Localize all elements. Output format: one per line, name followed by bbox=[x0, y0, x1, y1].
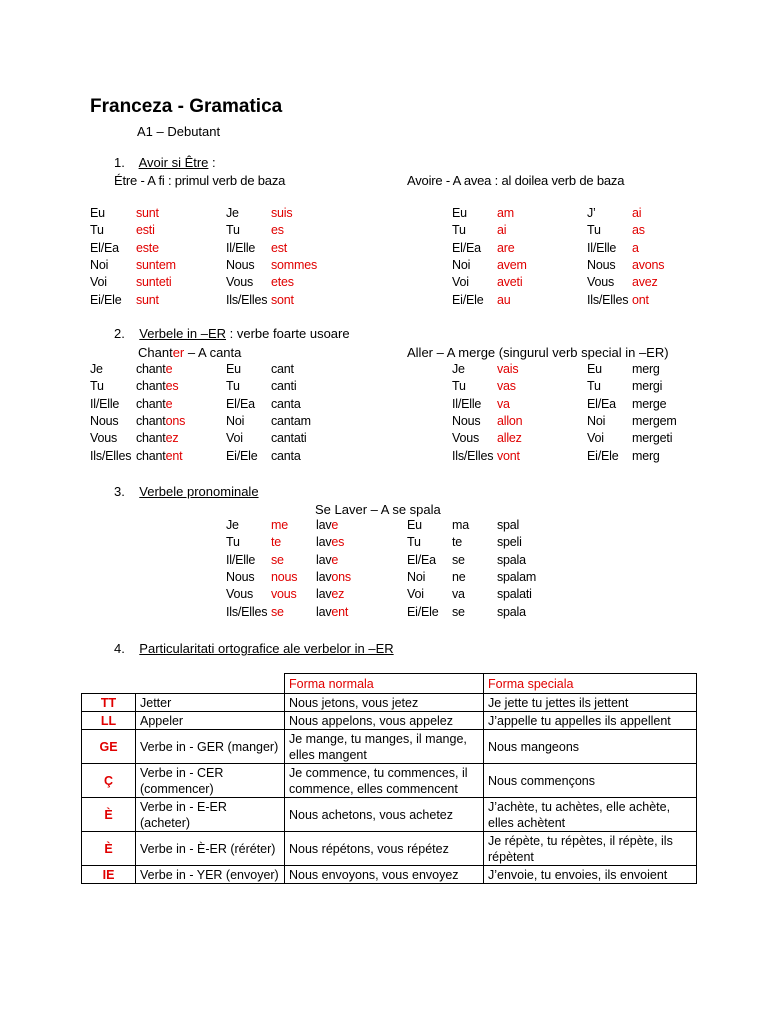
chanter-ro-form: cant bbox=[271, 362, 294, 376]
avoir-ro-pronoun: Voi bbox=[452, 275, 469, 290]
laver-fr-reflexive: se bbox=[271, 552, 284, 567]
aller-fr-form: va bbox=[497, 396, 510, 411]
laver-fr-reflexive: me bbox=[271, 518, 288, 532]
orthography-table bbox=[81, 673, 697, 884]
etre-ro-form: este bbox=[136, 240, 159, 255]
aller-fr-pronoun: Tu bbox=[452, 379, 466, 394]
aller-ro-pronoun: Tu bbox=[587, 379, 601, 394]
row-verb: Verbe in - E-ER (acheter) bbox=[136, 798, 285, 832]
table-row bbox=[82, 832, 697, 866]
avoir-fr-pronoun: Il/Elle bbox=[587, 240, 617, 255]
avoir-fr-form: ont bbox=[632, 292, 649, 307]
etre-fr-form: etes bbox=[271, 275, 294, 290]
section-1-heading: 1. Avoir si Être : bbox=[114, 155, 216, 170]
etre-fr-pronoun: Tu bbox=[226, 223, 240, 238]
row-normal: Nous répétons, vous répétez bbox=[285, 832, 484, 866]
aller-fr-pronoun: Je bbox=[452, 362, 465, 376]
etre-fr-pronoun: Vous bbox=[226, 275, 254, 290]
chanter-stem: chant bbox=[136, 379, 166, 394]
avoir-fr-form: avons bbox=[632, 257, 665, 272]
row-normal: Je commence, tu commences, il commence, elles commencent bbox=[285, 764, 484, 798]
spala-ro-form: spal bbox=[497, 518, 520, 532]
row-special: J’envoie, tu envoies, ils envoient bbox=[484, 866, 697, 884]
spala-ro-reflexive: va bbox=[452, 587, 465, 602]
laver-fr-pronoun: Nous bbox=[226, 569, 255, 584]
chanter-ending: ez bbox=[165, 431, 179, 446]
chanter-stem: chant bbox=[136, 413, 166, 428]
laver-ending: ez bbox=[331, 587, 345, 602]
row-code: È bbox=[82, 798, 136, 832]
etre-ro-pronoun: Noi bbox=[90, 257, 109, 272]
level-label: A1 – Debutant bbox=[137, 124, 221, 139]
laver-ending: e bbox=[331, 552, 339, 567]
etre-ro-form: suntem bbox=[136, 257, 176, 272]
avoir-ro-pronoun: Eu bbox=[452, 206, 467, 220]
laver-ending: ons bbox=[331, 569, 351, 584]
etre-ro-pronoun: Eu bbox=[90, 206, 105, 220]
chanter-ending: es bbox=[165, 379, 179, 394]
avoir-ro-pronoun: Noi bbox=[452, 257, 471, 272]
aller-fr-form: allon bbox=[497, 413, 523, 428]
chanter-stem: chant bbox=[136, 431, 166, 446]
chanter-fr-pronoun: Tu bbox=[90, 379, 104, 394]
chanter-stem: chant bbox=[136, 448, 166, 463]
etre-fr-pronoun: Je bbox=[226, 206, 239, 220]
laver-fr-pronoun: Vous bbox=[226, 587, 254, 602]
avoir-ro-form: are bbox=[497, 240, 515, 255]
row-special: J’appelle tu appelles ils appellent bbox=[484, 712, 697, 730]
aller-ro-form: mergi bbox=[632, 379, 663, 394]
chanter-fr-pronoun: Je bbox=[90, 362, 103, 376]
avoir-fr-form: a bbox=[632, 240, 639, 255]
aller-ro-form: mergeti bbox=[632, 431, 673, 446]
aller-ro-form: merge bbox=[632, 396, 667, 411]
row-verb: Jetter bbox=[136, 694, 285, 712]
row-code: GE bbox=[82, 730, 136, 764]
aller-caption: Aller – A merge (singurul verb special in –ER) bbox=[407, 345, 669, 360]
row-normal: Je mange, tu manges, il mange, elles mangent bbox=[285, 730, 484, 764]
page-title: Franceza - Gramatica bbox=[90, 96, 283, 117]
aller-fr-pronoun: Ils/Elles bbox=[452, 448, 494, 463]
avoir-ro-form: ai bbox=[497, 223, 507, 238]
laver-fr-reflexive: vous bbox=[271, 587, 297, 602]
etre-fr-pronoun: Il/Elle bbox=[226, 240, 256, 255]
laver-fr-form bbox=[316, 535, 344, 549]
section-2-heading: 2. Verbele in –ER : verbe foarte usoare bbox=[114, 326, 350, 341]
chanter-ending: e bbox=[165, 362, 173, 376]
etre-fr-form: est bbox=[271, 240, 288, 255]
table-row bbox=[82, 866, 697, 884]
table-row bbox=[82, 798, 697, 832]
etre-ro-pronoun: El/Ea bbox=[90, 240, 119, 255]
aller-ro-form: merg bbox=[632, 448, 660, 463]
etre-fr-form: suis bbox=[271, 206, 293, 220]
spala-ro-reflexive: se bbox=[452, 604, 465, 619]
chanter-ro-pronoun: Eu bbox=[226, 362, 241, 376]
chanter-fr-form bbox=[136, 397, 172, 411]
col-header-special: Forma speciala bbox=[484, 674, 697, 694]
aller-ro-pronoun: El/Ea bbox=[587, 396, 616, 411]
row-special: J’achète, tu achètes, elle achète, elles achètent bbox=[484, 798, 697, 832]
spala-ro-reflexive: ne bbox=[452, 569, 466, 584]
laver-fr-pronoun: Ils/Elles bbox=[226, 604, 268, 619]
spala-ro-form: spalam bbox=[497, 569, 537, 584]
row-verb: Verbe in - GER (manger) bbox=[136, 730, 285, 764]
laver-fr-form bbox=[316, 570, 351, 584]
row-normal: Nous appelons, vous appelez bbox=[285, 712, 484, 730]
chanter-ro-form: canta bbox=[271, 396, 301, 411]
laver-ending: es bbox=[331, 535, 345, 550]
row-verb: Verbe in - È-ER (réréter) bbox=[136, 832, 285, 866]
laver-fr-reflexive: te bbox=[271, 535, 282, 550]
laver-stem: lav bbox=[316, 518, 332, 532]
row-normal: Nous envoyons, vous envoyez bbox=[285, 866, 484, 884]
spala-ro-pronoun: Eu bbox=[407, 518, 422, 532]
chanter-ro-form: canti bbox=[271, 379, 297, 394]
avoir-fr-form: avez bbox=[632, 275, 658, 290]
avoir-fr-form: ai bbox=[632, 206, 642, 220]
chanter-ro-pronoun: Voi bbox=[226, 431, 243, 446]
etre-fr-pronoun: Ils/Elles bbox=[226, 292, 268, 307]
col-header-normal: Forma normala bbox=[285, 674, 484, 694]
chanter-fr-form bbox=[136, 414, 185, 428]
spala-ro-pronoun: El/Ea bbox=[407, 552, 436, 567]
spala-ro-form: spala bbox=[497, 604, 526, 619]
chanter-ro-form: canta bbox=[271, 448, 301, 463]
section-3-heading: 3. Verbele pronominale bbox=[114, 484, 259, 499]
laver-stem: lav bbox=[316, 552, 332, 567]
chanter-caption: Chanter – A canta bbox=[138, 345, 242, 360]
row-special: Nous commençons bbox=[484, 764, 697, 798]
etre-ro-pronoun: Ei/Ele bbox=[90, 292, 122, 307]
etre-ro-form: esti bbox=[136, 223, 155, 238]
etre-fr-form: sommes bbox=[271, 257, 318, 272]
avoir-fr-pronoun: Nous bbox=[587, 257, 616, 272]
chanter-ending: e bbox=[165, 396, 173, 411]
spala-ro-reflexive: se bbox=[452, 552, 465, 567]
spala-ro-pronoun: Voi bbox=[407, 587, 424, 602]
chanter-fr-pronoun: Il/Elle bbox=[90, 396, 120, 411]
avoir-ro-form: am bbox=[497, 206, 514, 220]
avoir-fr-pronoun: Tu bbox=[587, 223, 601, 238]
chanter-ro-pronoun: Ei/Ele bbox=[226, 448, 258, 463]
spala-ro-pronoun: Tu bbox=[407, 535, 421, 550]
avoir-fr-pronoun: J’ bbox=[587, 206, 596, 220]
aller-ro-form: mergem bbox=[632, 413, 677, 428]
row-verb: Verbe in - CER (commencer) bbox=[136, 764, 285, 798]
aller-ro-pronoun: Voi bbox=[587, 431, 604, 446]
chanter-ro-form: cantati bbox=[271, 431, 307, 446]
etre-ro-form: sunteti bbox=[136, 275, 172, 290]
laver-stem: lav bbox=[316, 569, 332, 584]
laver-fr-pronoun: Je bbox=[226, 518, 239, 532]
chanter-ro-form: cantam bbox=[271, 413, 311, 428]
laver-ending: ent bbox=[331, 604, 349, 619]
table-row bbox=[82, 764, 697, 798]
etre-fr-pronoun: Nous bbox=[226, 257, 255, 272]
aller-fr-form: vais bbox=[497, 362, 519, 376]
etre-ro-form: sunt bbox=[136, 292, 159, 307]
laver-stem: lav bbox=[316, 587, 332, 602]
chanter-ro-pronoun: El/Ea bbox=[226, 396, 255, 411]
chanter-fr-form bbox=[136, 379, 178, 393]
aller-fr-form: vas bbox=[497, 379, 516, 394]
row-code: Ç bbox=[82, 764, 136, 798]
spala-ro-pronoun: Noi bbox=[407, 569, 426, 584]
avoir-ro-form: avem bbox=[497, 257, 527, 272]
aller-fr-pronoun: Vous bbox=[452, 431, 480, 446]
avoir-ro-pronoun: Tu bbox=[452, 223, 466, 238]
etre-fr-form: es bbox=[271, 223, 284, 238]
spala-ro-form: spala bbox=[497, 552, 526, 567]
aller-fr-pronoun: Il/Elle bbox=[452, 396, 482, 411]
laver-fr-form bbox=[316, 518, 338, 532]
chanter-fr-pronoun: Nous bbox=[90, 413, 119, 428]
spala-ro-form: spalati bbox=[497, 587, 532, 602]
row-verb: Appeler bbox=[136, 712, 285, 730]
table-row bbox=[82, 712, 697, 730]
avoir-fr-pronoun: Ils/Elles bbox=[587, 292, 629, 307]
row-normal: Nous achetons, vous achetez bbox=[285, 798, 484, 832]
aller-ro-pronoun: Ei/Ele bbox=[587, 448, 619, 463]
row-verb: Verbe in - YER (envoyer) bbox=[136, 866, 285, 884]
chanter-ending: ons bbox=[165, 413, 186, 428]
table-row bbox=[82, 694, 697, 712]
chanter-fr-pronoun: Ils/Elles bbox=[90, 448, 132, 463]
etre-ro-pronoun: Tu bbox=[90, 223, 104, 238]
section-4-heading: 4. Particularitati ortografice ale verbelor in –ER bbox=[114, 641, 394, 656]
laver-fr-form bbox=[316, 587, 344, 601]
row-special: Nous mangeons bbox=[484, 730, 697, 764]
aller-ro-pronoun: Eu bbox=[587, 362, 602, 376]
laver-fr-form bbox=[316, 553, 338, 567]
chanter-fr-pronoun: Vous bbox=[90, 431, 118, 446]
row-code: È bbox=[82, 832, 136, 866]
laver-fr-reflexive: nous bbox=[271, 569, 298, 584]
avoir-caption: Avoire - A avea : al doilea verb de baza bbox=[407, 173, 625, 188]
spala-ro-pronoun: Ei/Ele bbox=[407, 604, 439, 619]
laver-fr-pronoun: Tu bbox=[226, 535, 240, 550]
aller-ro-form: merg bbox=[632, 362, 660, 376]
laver-stem: lav bbox=[316, 604, 332, 619]
etre-caption: Étre - A fi : primul verb de baza bbox=[114, 173, 286, 188]
avoir-fr-pronoun: Vous bbox=[587, 275, 615, 290]
chanter-ending: ent bbox=[165, 448, 183, 463]
chanter-stem: chant bbox=[136, 362, 166, 376]
etre-ro-form: sunt bbox=[136, 206, 159, 220]
avoir-ro-form: aveti bbox=[497, 275, 523, 290]
etre-fr-form: sont bbox=[271, 292, 294, 307]
avoir-ro-pronoun: El/Ea bbox=[452, 240, 481, 255]
laver-ending: e bbox=[331, 518, 339, 532]
chanter-ro-pronoun: Tu bbox=[226, 379, 240, 394]
se-laver-caption: Se Laver – A se spala bbox=[315, 502, 441, 517]
chanter-fr-form bbox=[136, 431, 178, 445]
table-row bbox=[82, 730, 697, 764]
aller-fr-form: allez bbox=[497, 431, 522, 446]
laver-fr-pronoun: Il/Elle bbox=[226, 552, 256, 567]
chanter-fr-form bbox=[136, 362, 172, 376]
aller-fr-pronoun: Nous bbox=[452, 413, 481, 428]
chanter-stem: chant bbox=[136, 396, 166, 411]
row-normal: Nous jetons, vous jetez bbox=[285, 694, 484, 712]
row-code: LL bbox=[82, 712, 136, 730]
chanter-fr-form bbox=[136, 449, 182, 463]
laver-stem: lav bbox=[316, 535, 332, 550]
laver-fr-reflexive: se bbox=[271, 604, 284, 619]
avoir-fr-form: as bbox=[632, 223, 645, 238]
spala-ro-reflexive: te bbox=[452, 535, 463, 550]
avoir-ro-form: au bbox=[497, 292, 511, 307]
row-code: IE bbox=[82, 866, 136, 884]
row-code: TT bbox=[82, 694, 136, 712]
avoir-ro-pronoun: Ei/Ele bbox=[452, 292, 484, 307]
aller-fr-form: vont bbox=[497, 448, 520, 463]
spala-ro-reflexive: ma bbox=[452, 518, 469, 532]
spala-ro-form: speli bbox=[497, 535, 522, 550]
chanter-ro-pronoun: Noi bbox=[226, 413, 245, 428]
row-special: Je jette tu jettes ils jettent bbox=[484, 694, 697, 712]
etre-ro-pronoun: Voi bbox=[90, 275, 107, 290]
laver-fr-form bbox=[316, 605, 348, 619]
aller-ro-pronoun: Noi bbox=[587, 413, 606, 428]
row-special: Je répète, tu répètes, il répète, ils répètent bbox=[484, 832, 697, 866]
